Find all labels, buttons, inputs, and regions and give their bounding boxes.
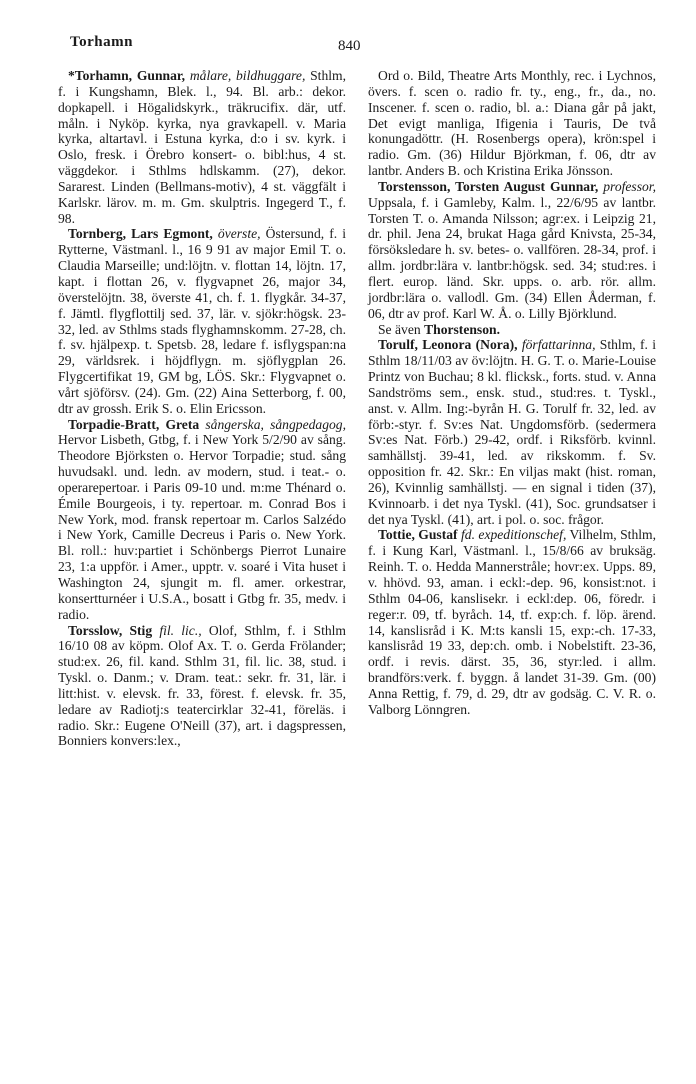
right-column (368, 68, 656, 718)
entry-profession: fd. expeditionschef, (461, 527, 567, 543)
see-also-reference (368, 322, 656, 338)
entry-name: Torulf, Leonora (Nora), (378, 337, 518, 353)
entry-torsslow (58, 623, 346, 750)
entry-text: Hervor Lisbeth, Gtbg, f. i New York 5/2/90 av sång. Theodore Björksten o. Hervor Torpadie; stud. sång huvudsakl. und. ledn. av modern, stud. i teat.- o. operarepertoar. i Paris 09-10 und. m:me Thénard o. Émile Bourgeois, i ty. repertoar. m. Conrad Bos i New York, mod. fransk repertoar m. Carlos Salzédo i New York, Camille Decreus i Paris o. New York. Bl. roll.: huv:partiet i Schönbergs Pierrot Lunaire 23, 1:a uppför. i Amer., upptr. v. soaré i Vita huset i Washington 24, sjungit m. fl. amer. orkestrar, konsertturnéer i U.S.A., bosatt i Gtbg fr. 35, medv. i radio. (58, 432, 346, 622)
entry-torstensson (368, 179, 656, 322)
entry-profession: överste, (217, 226, 261, 242)
entry-tornberg (58, 226, 346, 416)
entry-tottie (368, 527, 656, 717)
entry-profession: professor, (603, 178, 656, 194)
running-head: Torhamn (70, 34, 133, 50)
entry-text: Sthlm, f. i Kungshamn, Blek. l., 94. Bl. arb.: dekor. dopkapell. i Högalidskyrk., träkrucifix. där, utf. måln. i Nyköp. kyrka, nya gravkapell. v. Maria kyrka, altartavl. i Estuna kyrka, d:o i sv. kyrk. i Oslo, fresk. i Örebro konsert- o. bibl:hus, 4 st. väggdekor. i Sthlms hdlskamm. (27), dekor. Sararest. Linden (Bellmans-motiv), 4 st. väggfält i Karlskr. lärov. m. m. Gm. skulptris. Ingegerd T., f. 98. (58, 68, 347, 226)
page-number: 840 (338, 38, 361, 54)
entry-text: Ord o. Bild, Theatre Arts Monthly, rec. i Lychnos, övers. f. scen o. radio fr. ty., eng., fr., da., no. Inscener. f. scen o. radio, bl. a.: Diana går på jakt, Det evigt manliga, Ifigenia i Tauris, De två konungadöttr. (H. Rosenbergs opera), krön:spel i radio. Gm. (36) Hildur Björkman, f. 06, dtr av lantbr. Anders B. och Kristina Erika Jönsson. (368, 68, 656, 179)
entry-profession: målare, bildhuggare, (189, 68, 306, 83)
page-header (0, 34, 696, 62)
entry-torsslow-continued (368, 68, 656, 179)
entry-torulf (368, 337, 656, 527)
entry-text: Vilhelm, Sthlm, f. i Kung Karl, Västmanl. l., 15/8/66 av bruksäg. Reinh. T. o. Hedda Mannerstråle; hovr:ex. Upps. 89, v. hhövd. 93, aman. i eckl:-dep. 96, konsist:not. i Sthlm 04-06, kanslisekr. i eckl:dep. 06, föredr. i reger:r. 09, tf. byråch. 14, tf. exp:ch. f. löp. ärend. 14, kanslisråd i K. M:ts kansli 15, exp:-ch. 17-33, kanslisråd 19 33, dep:ch. omb. i Nobelstift. 23-36, ordf. i revis. därst. 35, 36, styr:led. i allm. brandförs:verk. f. byggn. å landet 31-39. Gm. (00) Anna Rettig, f. 79, d. 29, dtr av godsäg. C. V. R. o. Valborg Lönngren. (368, 527, 656, 717)
entry-profession: sångerska, sångpedagog, (205, 416, 346, 432)
entry-text: Olof, Sthlm, f. i Sthlm 16/10 08 av köpm. Olof Ax. T. o. Gerda Frölander; stud:ex. 26, fil. kand. Sthlm 31, fil. lic. 38, stud. i Tyskl. o. Danm.; v. Dram. teat.: sekr. fr. 31, lär. i litt:hist. v. elevsk. fr. 33, förest. f. elevsk. fr. 35, ledare av Radiotj:s teatercirklar 32-41, föreläs. i radio. Skr.: Eugene O'Neill (37), art. i dagspressen, Bonniers konvers:lex., (58, 622, 347, 749)
see-also-prefix: Se även (378, 321, 421, 337)
left-column (58, 68, 346, 749)
entry-text: Sthlm, f. i Sthlm 18/11/03 av öv:löjtn. H. G. T. o. Marie-Louise Printz von Buchau; 8 kl. flicksk., forts. stud. v. Anna Sandströms sem., ensk. stud., stud:res. t. Tyskl., anst. v. Allm. Ing:-byrån H. G. Torulf fr. 32, led. av förb:-styr. f. Sv:es Nat. Ungdomsförb. (sedermera Sv:es Nat. Förb.) 29-42, ordf. i Riksförb. kvinnl. samhällstj. 39-41, led. av rikskomm. f. Sv. opposition fr. 42. Skr.: En viljas makt (hist. roman, 26), Kvinnlig samhällstj. — en signal i tiden (37), Kvinnoarb. i det nya Tyskl. (41), Soc. grundsatser i det nya Tyskl. (41), art. i pol. o. soc. frågor. (368, 337, 656, 527)
entry-profession: författarinna, (521, 337, 596, 353)
entry-name: *Torhamn, Gunnar, (68, 68, 186, 83)
entry-name: Torsslow, Stig (68, 622, 153, 638)
see-also-target: Thorstenson. (424, 321, 500, 337)
entry-torpadie-bratt (58, 417, 346, 623)
entry-profession: fil. lic., (159, 622, 202, 638)
entry-name: Tornberg, Lars Egmont, (68, 226, 213, 242)
entry-name: Torstensson, Torsten August Gunnar, (378, 178, 599, 194)
entry-text: Östersund, f. i Rytterne, Västmanl. l., 16 9 91 av major Emil T. o. Claudia Marseille; und:löjtn. v. flottan 14, löjtn. 17, kapt. i flottan 26, v. flygvapnet 26, major 34, överstelöjtn. 38, överste 41, ch. f. 1. flygkår. 34-37, f. Jämtl. flygflottilj sed. 37, lär. v. sjökr:högsk. 23-32, led. av Sthlms stads flyghamnskomm. 27-28, ch. f. sv. hjälpexp. t. Spetsb. 28, ledare f. isflygspan:na 29, världsrek. i höjdflygn. m. sjöflygplan 26. Flygcertifikat 19, GM bg, LÖS. Skr.: Flygvapnet o. vårt sjöförsv. (24). Gm. (22) Aina Setterborg, f. 00, dtr av grossh. Erik S. o. Elin Ericsson. (58, 226, 346, 416)
entry-text: Uppsala, f. i Gamleby, Kalm. l., 22/6/95 av lantbr. Torsten T. o. Amanda Nilsson; agr:ex. i Leipzig 21, dr. phil. Jena 24, brukat Haga gård Knivsta, 25-34, försöksledare h. sv. betes- o. vallfören. 28-34, prof. i allm. jordbr:lära v. lantbr:högsk. sed. 34; stud:res. i flert. europ. länd. Skr. upps. o. arb. rör. allm. jordbr:lära o. vallodl. Gm. (34) Ellen Åderman, f. 06, dtr av prof. Karl W. Å. o. Lilly Björklund. (368, 194, 656, 321)
entry-torhamn (58, 68, 346, 226)
entry-name: Torpadie-Bratt, Greta (68, 416, 200, 432)
entry-name: Tottie, Gustaf (378, 527, 458, 543)
